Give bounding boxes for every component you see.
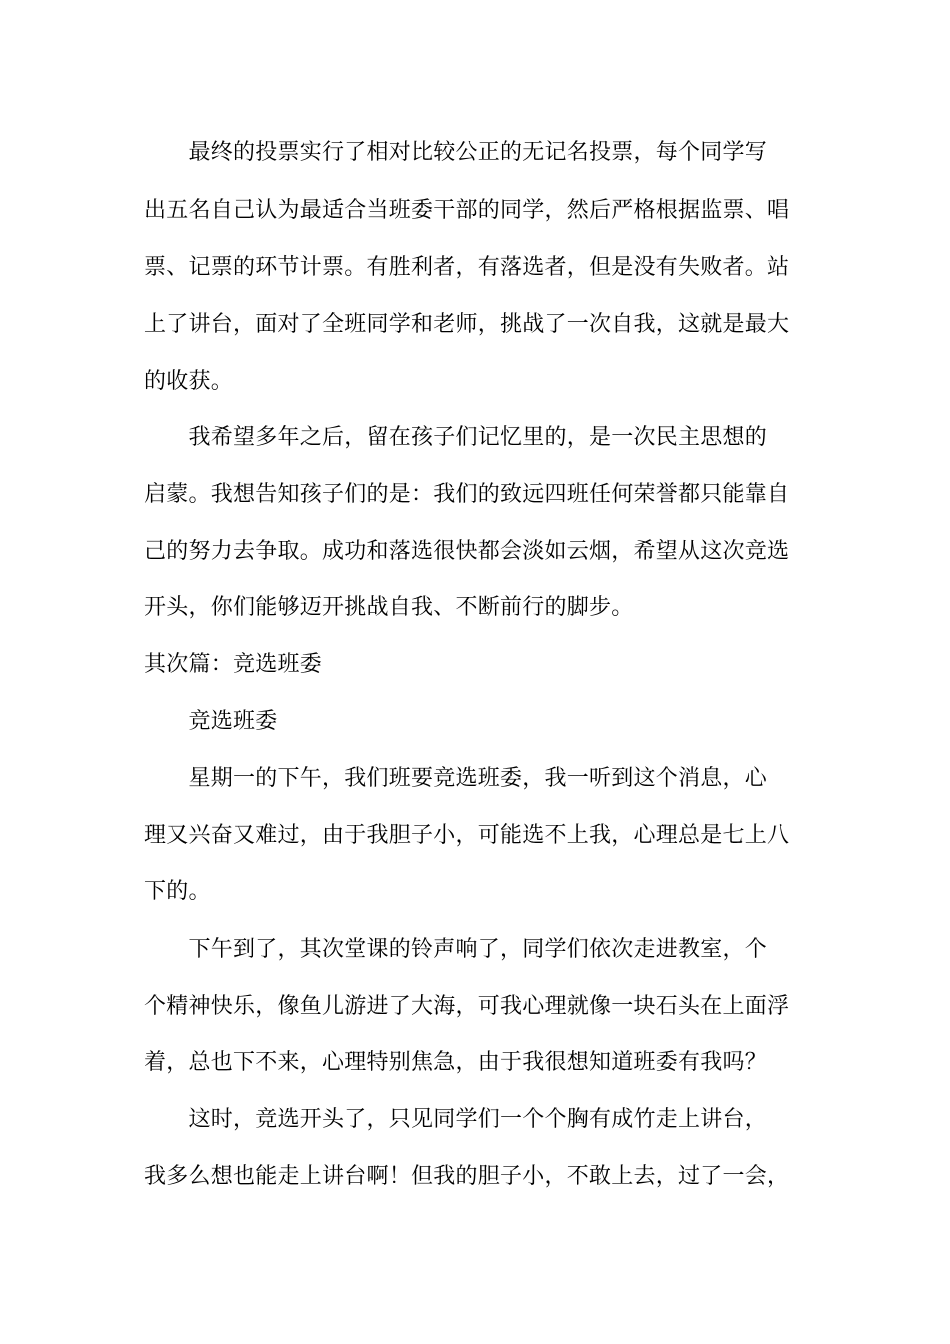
paragraph-line: 开头，你们能够迈开挑战自我、不断前行的脚步。 <box>144 595 634 620</box>
paragraph-line: 这时，竞选开头了，只见同学们一个个胸有成竹走上讲台， <box>144 1107 768 1132</box>
article-title: 竞选班委 <box>144 709 278 734</box>
paragraph-line: 我多么想也能走上讲台啊！但我的胆子小，不敢上去，过了一会， <box>144 1164 790 1189</box>
paragraph-line: 最终的投票实行了相对比较公正的无记名投票，每个同学写 <box>144 140 768 165</box>
paragraph-line: 出五名自己认为最适合当班委干部的同学，然后严格根据监票、唱 <box>144 198 790 223</box>
paragraph-line: 星期一的下午，我们班要竞选班委，我一听到这个消息，心 <box>144 766 768 791</box>
paragraph-line: 个精神快乐，像鱼儿游进了大海，可我心理就像一块石头在上面浮 <box>144 994 790 1019</box>
paragraph-line: 着，总也下不来，心理特别焦急，由于我很想知道班委有我吗？ <box>144 1050 768 1075</box>
paragraph-line: 下午到了，其次堂课的铃声响了，同学们依次走进教室，个 <box>144 937 768 962</box>
paragraph-line: 理又兴奋又难过，由于我胆子小，可能选不上我，心理总是七上八 <box>144 823 790 848</box>
paragraph-line: 上了讲台，面对了全班同学和老师，挑战了一次自我，这就是最大 <box>144 312 790 337</box>
paragraph-line: 我希望多年之后，留在孩子们记忆里的，是一次民主思想的 <box>144 425 768 450</box>
paragraph-line: 己的努力去争取。成功和落选很快都会淡如云烟，希望从这次竞选 <box>144 539 790 564</box>
paragraph-line: 票、记票的环节计票。有胜利者，有落选者，但是没有失败者。站 <box>144 255 790 280</box>
section-heading: 其次篇：竞选班委 <box>144 652 323 677</box>
paragraph-line: 的收获。 <box>144 369 234 394</box>
paragraph-line: 下的。 <box>144 879 211 904</box>
paragraph-line: 启蒙。我想告知孩子们的是：我们的致远四班任何荣誉都只能靠自 <box>144 482 790 507</box>
